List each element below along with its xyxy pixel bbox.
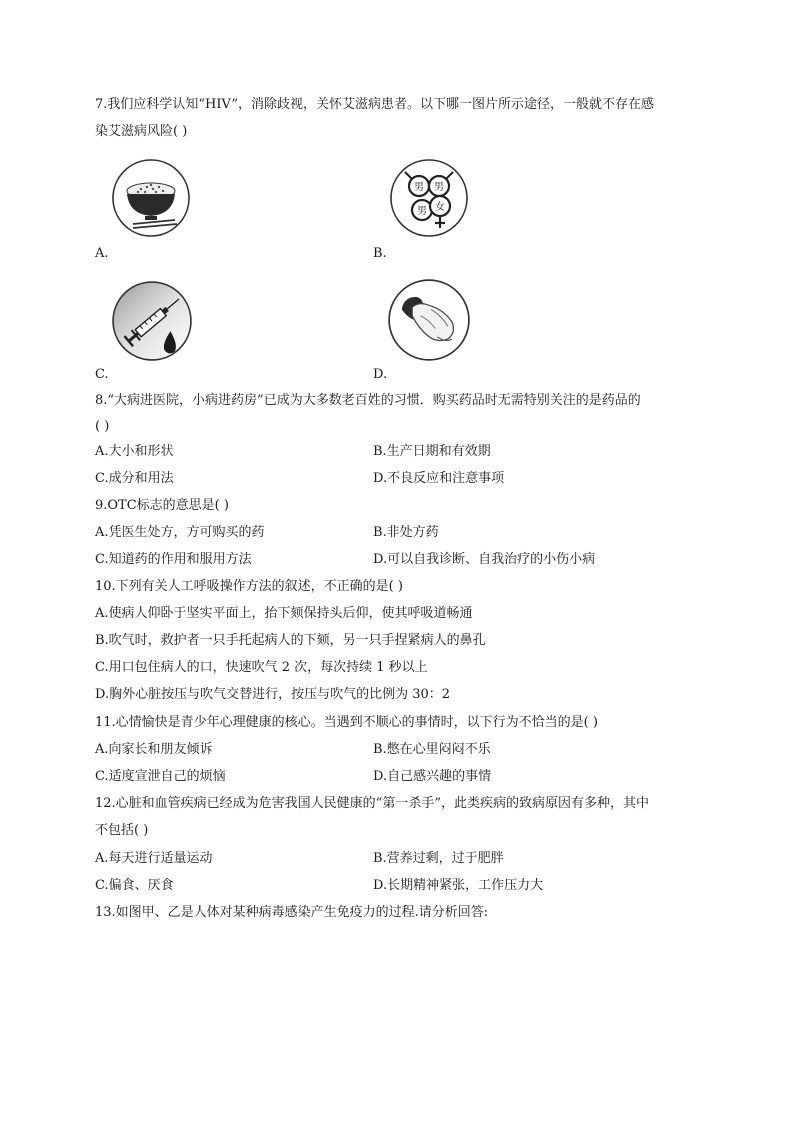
q7-option-d-label: D. [373,367,388,382]
q11-option-c: C.适度宣泄自己的烦恼 [95,769,226,784]
q7-option-c-label: C. [95,367,109,382]
gender-label-f: 女 [435,202,445,213]
q8-stem-line2: ( ) [95,419,110,434]
gender-label-m1: 男 [414,182,424,193]
q12-option-a: A.每天进行适量运动 [95,851,213,866]
q11-option-a: A.向家长和朋友倾诉 [95,742,213,757]
q7-stem-line2: 染艾滋病风险( ) [95,124,188,139]
q13-stem: 13.如图甲、乙是人体对某种病毒感染产生免疫力的过程.请分析回答: [95,905,489,920]
q9-option-d: D.可以自我诊断、自我治疗的小伤小病 [373,552,596,567]
q8-option-d: D.不良反应和注意事项 [373,471,505,486]
q9-option-c: C.知道药的作用和服用方法 [95,552,252,567]
q12-option-c: C.偏食、厌食 [95,878,174,893]
gender-symbols-icon [389,158,469,238]
q12-option-d: D.长期精神紧张，工作压力大 [373,878,544,893]
q11-option-b: B.憋在心里闷闷不乐 [373,742,491,757]
q7-stem-line1: 7.我们应科学认知“HIV”，消除歧视，关怀艾滋病患者。以下哪一图片所示途径，一般就不存在感 [95,97,655,112]
q10-option-a: A.使病人仰卧于坚实平面上，抬下颏保持头后仰，使其呼吸道畅通 [95,606,473,621]
gender-label-m2: 男 [434,182,444,193]
q8-option-b: B.生产日期和有效期 [373,444,491,459]
q10-stem: 10.下列有关人工呼吸操作方法的叙述，不正确的是( ) [95,579,403,594]
q12-stem-line2: 不包括( ) [95,823,149,838]
q9-option-b: B.非处方药 [373,525,439,540]
q7-option-b-label: B. [373,246,387,261]
syringe-blood-drop-icon [111,280,193,362]
q12-stem-line1: 12.心脏和血管疾病已经成为危害我国人民健康的“第一杀手”，此类疾病的致病原因有多种，其中 [95,796,649,811]
q8-option-c: C.成分和用法 [95,471,174,486]
q9-option-a: A.凭医生处方，方可购买的药 [95,525,265,540]
q10-option-d: D.胸外心脏按压与吹气交替进行，按压与吹气的比例为 30：2 [95,687,451,702]
q9-stem: 9.OTC标志的意思是( ) [95,498,229,513]
rice-bowl-icon [111,158,191,238]
q7-option-a-label: A. [95,246,109,261]
q11-stem: 11.心情愉快是青少年心理健康的核心。当遇到不顺心的事情时，以下行为不恰当的是( ) [95,715,598,730]
q10-option-c: C.用口包住病人的口，快速吹气 2 次，每次持续 1 秒以上 [95,660,428,675]
q8-option-a: A.大小和形状 [95,444,174,459]
gender-label-m3: 男 [417,206,427,217]
q12-option-b: B.营养过剩，过于肥胖 [373,851,504,866]
mother-infant-icon [387,278,471,362]
q10-option-b: B.吹气时，救护者一只手托起病人的下颏，另一只手捏紧病人的鼻孔 [95,633,486,648]
q8-stem-line1: 8.“大病进医院，小病进药房”已成为大多数老百姓的习惯．购买药品时无需特别关注的是药品的 [95,393,641,408]
q11-option-d: D.自己感兴趣的事情 [373,769,492,784]
